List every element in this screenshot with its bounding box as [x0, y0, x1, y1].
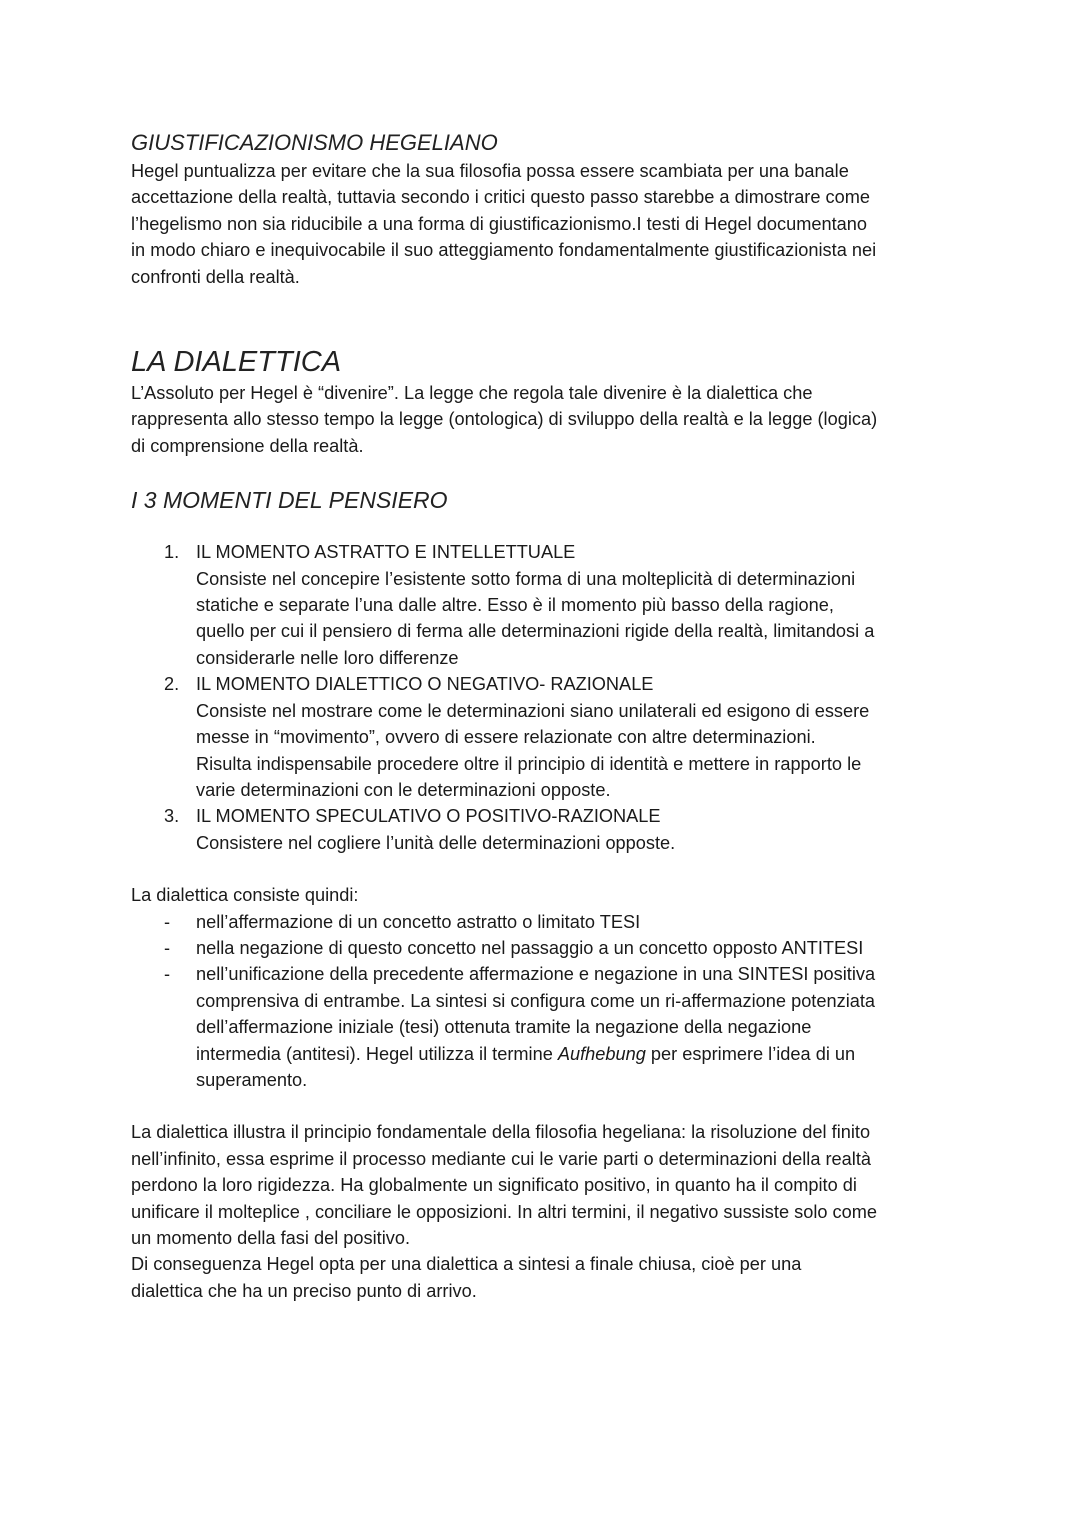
step-text: nella negazione di questo concetto nel passaggio a un concetto opposto ANTITESI [196, 937, 864, 958]
paragraph-line: di comprensione della realtà. [131, 435, 364, 456]
paragraph-line: L’Assoluto per Hegel è “divenire”. La legge che regola tale divenire è la dialettica che [131, 383, 813, 404]
moments-list [131, 539, 961, 856]
paragraph-line: perdono la loro rigidezza. Ha globalmente un significato positivo, in quanto ha il compito di [131, 1175, 857, 1196]
spacer [131, 856, 961, 882]
dash-bullet: - [164, 964, 171, 985]
step-text: per esprimere l’idea di un [645, 1043, 856, 1064]
step-line: nell’unificazione della precedente affermazione e negazione in una SINTESI positiva [196, 964, 876, 985]
dialettica-steps-list [131, 909, 961, 1094]
list-number: 1. [164, 542, 180, 563]
spacer [131, 290, 961, 344]
step-item-tesi [164, 909, 961, 935]
moment-heading: IL MOMENTO ASTRATTO E INTELLETTUALE [196, 542, 576, 563]
step-text: intermedia (antitesi). Hegel utilizza il termine [196, 1043, 558, 1064]
paragraph-conclusione [131, 1119, 961, 1304]
paragraph-line: in modo chiaro e inequivocabile il suo atteggiamento fondamentalmente giustificazionista nei [131, 240, 877, 261]
moment-line: considerarle nelle loro differenze [196, 647, 459, 668]
moment-line: varie determinazioni con le determinazioni opposte. [196, 779, 611, 800]
spacer [131, 459, 961, 484]
dash-bullet: - [164, 937, 171, 958]
spacer [131, 516, 961, 539]
paragraph-line: confronti della realtà. [131, 266, 300, 287]
moment-line: Consiste nel mostrare come le determinazioni siano unilaterali ed esigono di essere [196, 700, 870, 721]
document-page [131, 128, 961, 1304]
paragraph-line: Hegel puntualizza per evitare che la sua filosofia possa essere scambiata per una banale [131, 161, 849, 181]
spacer [131, 1093, 961, 1119]
moment-heading: IL MOMENTO SPECULATIVO O POSITIVO-RAZIONALE [196, 806, 661, 827]
step-item-antitesi [164, 935, 961, 961]
step-line [196, 1041, 961, 1067]
paragraph-line: La dialettica illustra il principio fondamentale della filosofia hegeliana: la risoluzione del finito [131, 1122, 871, 1143]
moment-item-3 [164, 803, 961, 856]
section-title-momenti: I 3 MOMENTI DEL PENSIERO [131, 487, 448, 514]
step-line: dell’affermazione iniziale (tesi) ottenuta tramite la negazione della negazione [196, 1017, 812, 1038]
aufhebung-term: Aufhebung [557, 1043, 646, 1064]
step-line: comprensiva di entrambe. La sintesi si configura come un ri-affermazione potenziata [196, 990, 876, 1011]
moment-item-2 [164, 671, 961, 803]
section-title-dialettica: LA DIALETTICA [131, 346, 342, 379]
dialettica-intro: La dialettica consiste quindi: [131, 885, 359, 906]
paragraph-line: nell’infinito, essa esprime il processo mediante cui le varie parti o determinazioni della realtà [131, 1148, 871, 1169]
moment-heading: IL MOMENTO DIALETTICO O NEGATIVO- RAZIONALE [196, 674, 654, 695]
moment-line: messe in “movimento”, ovvero di essere relazionate con altre determinazioni. [196, 727, 816, 748]
moment-line: quello per cui il pensiero di ferma alle determinazioni rigide della realtà, limitandosi a [196, 621, 875, 642]
list-number: 3. [164, 806, 180, 827]
moment-line: Risulta indispensabile procedere oltre il principio di identità e mettere in rapporto le [196, 753, 862, 774]
paragraph-line: unificare il molteplice , conciliare le opposizioni. In altri termini, il negativo sussiste solo come [131, 1201, 878, 1222]
paragraph-line: rappresenta allo stesso tempo la legge (ontologica) di sviluppo della realtà e la legge (logica) [131, 409, 878, 430]
section-title-giustificazionismo: GIUSTIFICAZIONISMO HEGELIANO [131, 130, 498, 155]
list-number: 2. [164, 674, 180, 695]
paragraph-line: un momento della fasi del positivo. [131, 1228, 411, 1248]
step-text: nell’affermazione di un concetto astratto o limitato TESI [196, 911, 641, 932]
paragraph-giustificazionismo [131, 158, 961, 290]
paragraph-line: Di conseguenza Hegel opta per una dialettica a sintesi a finale chiusa, cioè per una [131, 1254, 802, 1275]
paragraph-line: dialettica che ha un preciso punto di arrivo. [131, 1280, 477, 1301]
paragraph-dialettica [131, 380, 961, 459]
step-item-sintesi [164, 961, 961, 1093]
paragraph-line: accettazione della realtà, tuttavia secondo i critici questo passo starebbe a dimostrare come [131, 187, 871, 208]
dash-bullet: - [164, 911, 171, 932]
paragraph-line: l’hegelismo non sia riducibile a una forma di giustificazionismo.I testi di Hegel documentano [131, 213, 867, 234]
moment-line: Consistere nel cogliere l’unità delle determinazioni opposte. [196, 832, 676, 853]
moment-item-1 [164, 539, 961, 671]
moment-line: statiche e separate l’una dalle altre. Esso è il momento più basso della ragione, [196, 595, 834, 616]
step-line: superamento. [196, 1069, 308, 1090]
moment-line: Consiste nel concepire l’esistente sotto forma di una molteplicità di determinazioni [196, 568, 856, 589]
